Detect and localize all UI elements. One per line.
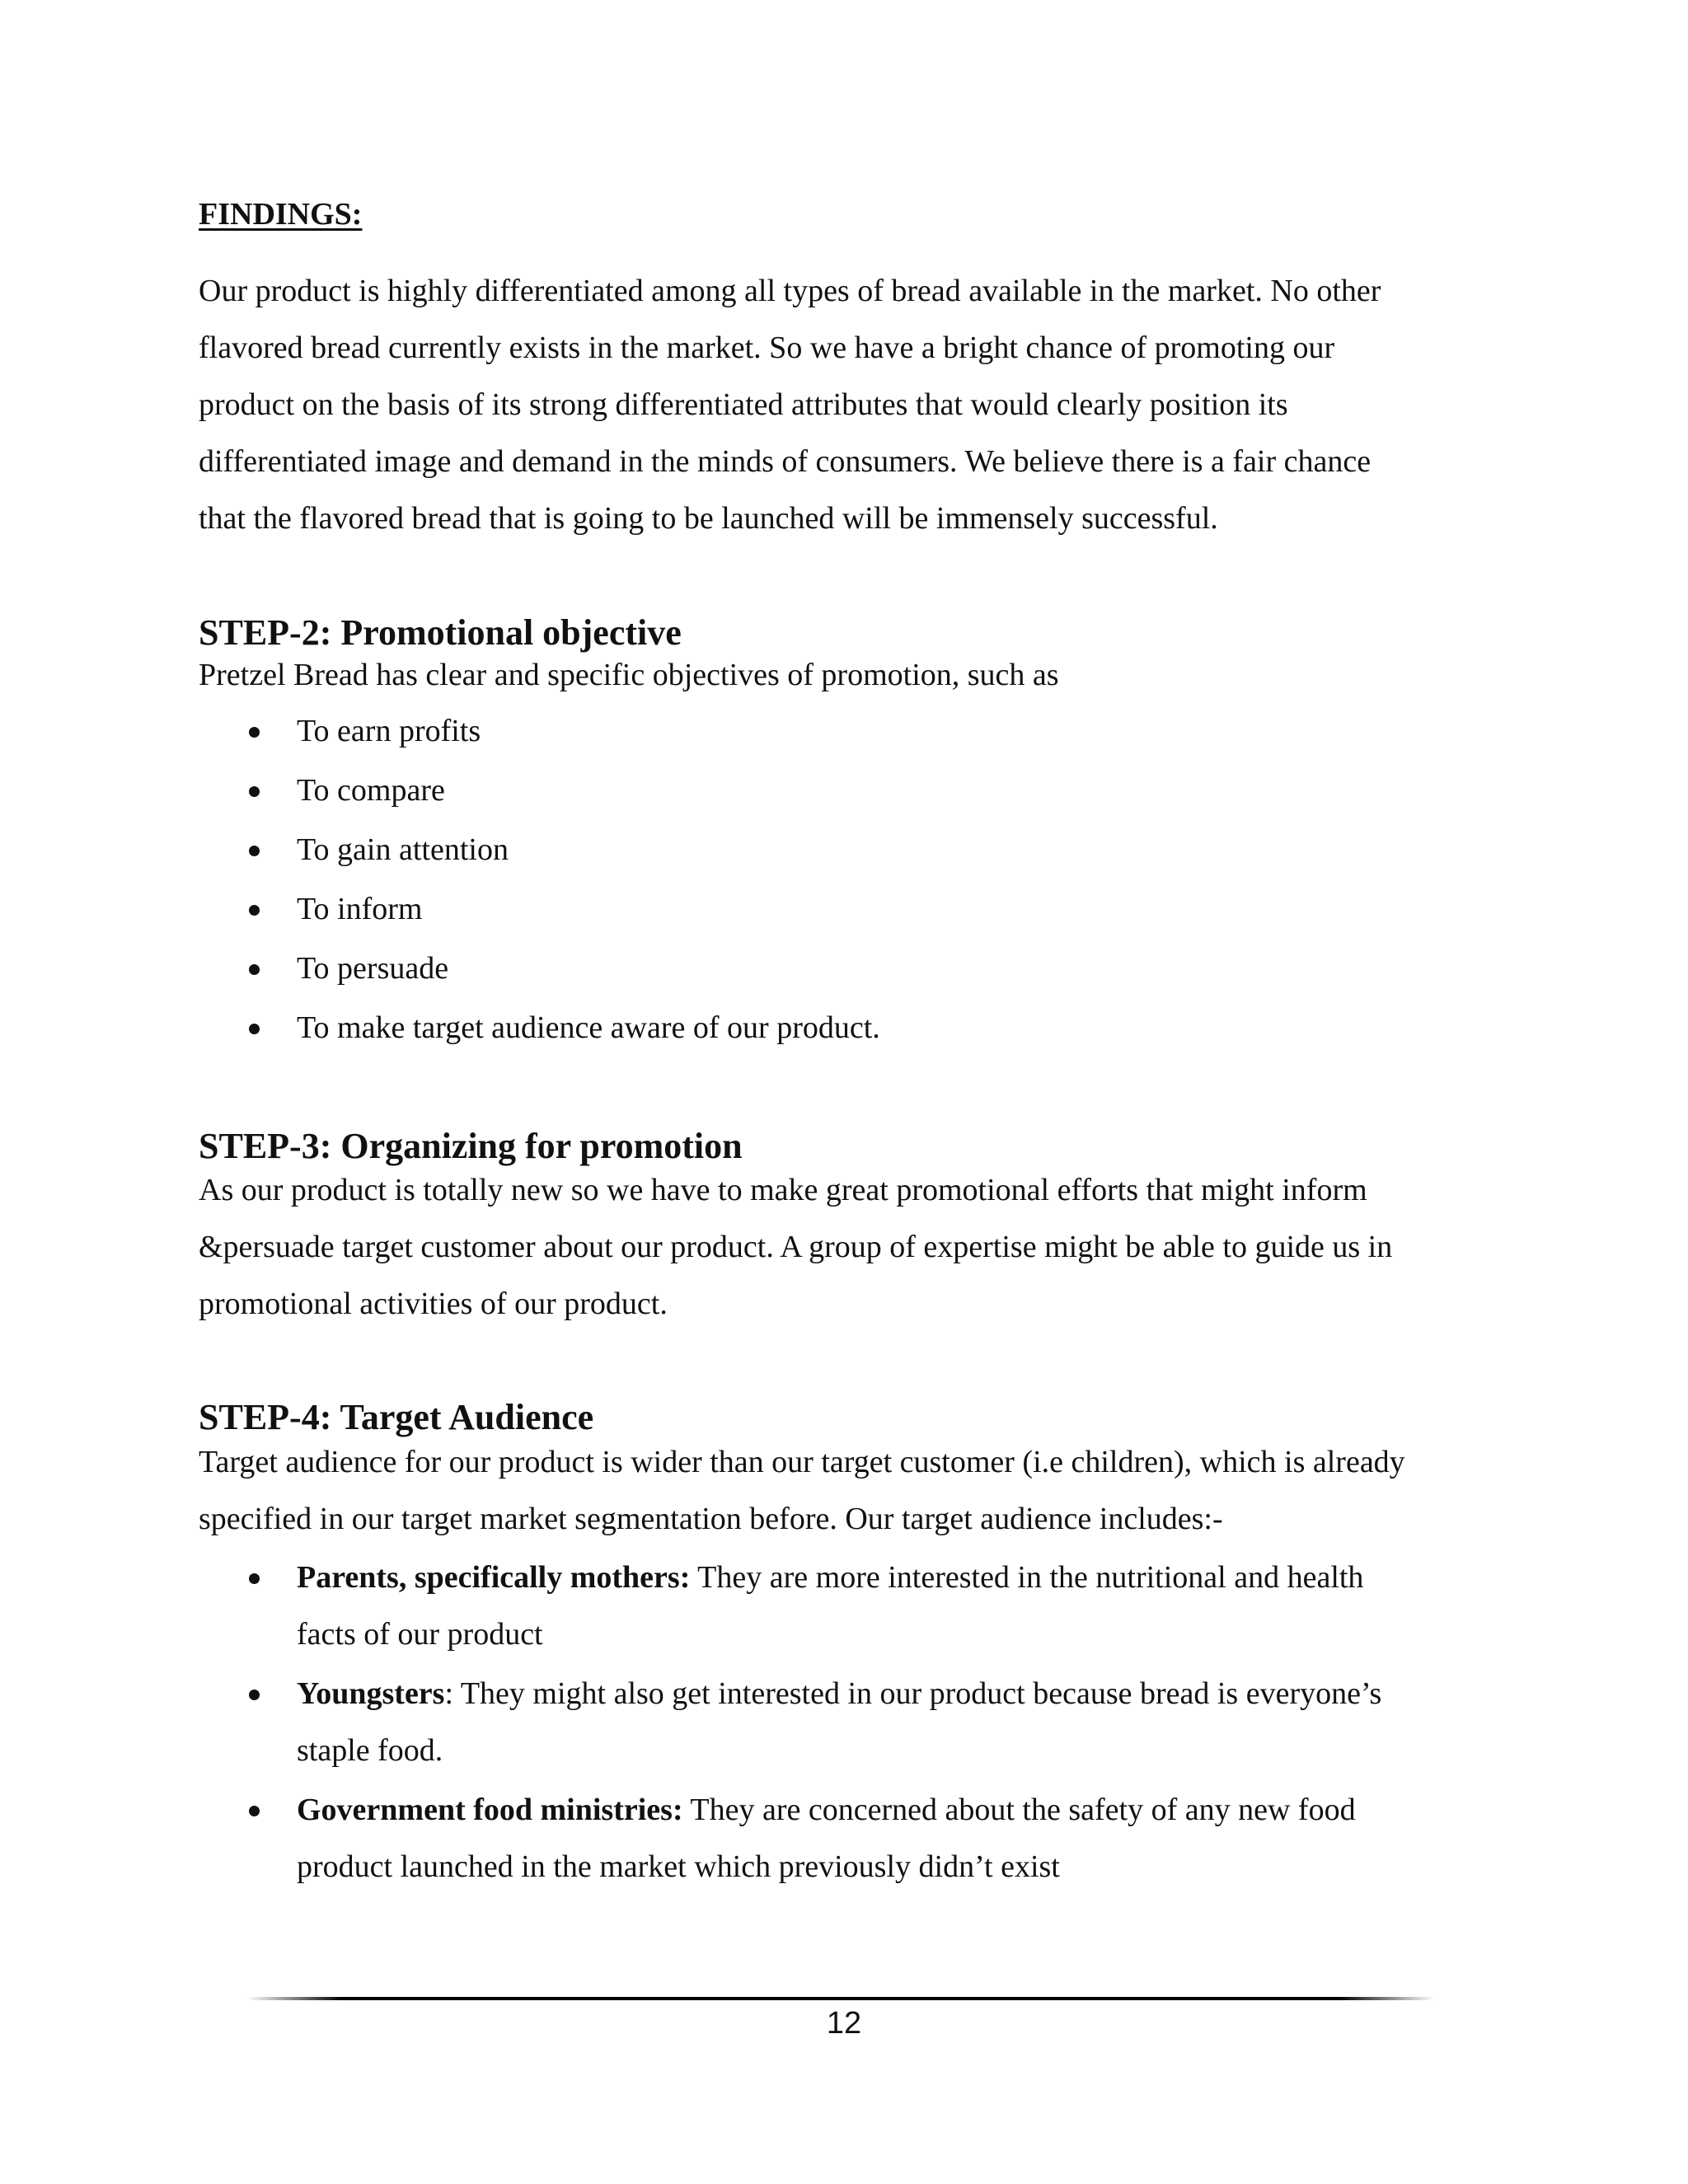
step3-paragraph bbox=[199, 1162, 1501, 1333]
step2-bullet-text: To make target audience aware of our product. bbox=[297, 1010, 880, 1045]
bullet-icon bbox=[249, 786, 260, 797]
step2-intro: Pretzel Bread has clear and specific objectives of promotion, such as bbox=[199, 658, 1059, 692]
bullet-description: : They might also get interested in our product because bread is everyone’s bbox=[444, 1676, 1382, 1711]
step2-bullet-text: To inform bbox=[297, 892, 423, 926]
step2-heading: STEP-2: Promotional objective bbox=[199, 612, 682, 653]
bullet-icon bbox=[249, 1573, 260, 1584]
bullet-icon bbox=[249, 1690, 260, 1700]
bullet-description: staple food. bbox=[297, 1733, 443, 1768]
bullet-label: Parents, specifically mothers: bbox=[297, 1560, 691, 1595]
findings-line: flavored bread currently exists in the market. So we have a bright chance of promoting our bbox=[199, 330, 1335, 365]
findings-heading: FINDINGS: bbox=[199, 197, 363, 232]
step4-bullet-text bbox=[297, 1549, 1363, 1663]
step3-heading: STEP-3: Organizing for promotion bbox=[199, 1126, 743, 1166]
step2-bullet-text: To persuade bbox=[297, 951, 449, 986]
step4-bullet-text bbox=[297, 1666, 1381, 1779]
step4-line: specified in our target market segmentation before. Our target audience includes:- bbox=[199, 1502, 1223, 1536]
findings-line: Our product is highly differentiated among all types of bread available in the market. No other bbox=[199, 274, 1381, 308]
bullet-icon bbox=[249, 1806, 260, 1816]
step3-line: promotional activities of our product. bbox=[199, 1286, 668, 1321]
step4-paragraph bbox=[199, 1434, 1501, 1548]
step2-bullet-text: To compare bbox=[297, 773, 445, 808]
bullet-description: They are concerned about the safety of any new food bbox=[682, 1793, 1356, 1827]
bullet-description: product launched in the market which previously didn’t exist bbox=[297, 1849, 1060, 1884]
step4-line: Target audience for our product is wider than our target customer (i.e children), which is already bbox=[199, 1445, 1405, 1479]
step4-heading: STEP-4: Target Audience bbox=[199, 1397, 594, 1437]
bullet-icon bbox=[249, 846, 260, 856]
findings-line: product on the basis of its strong differentiated attributes that would clearly position its bbox=[199, 387, 1288, 422]
step3-line: &persuade target customer about our product. A group of expertise might be able to guide us in bbox=[199, 1230, 1393, 1264]
bullet-description: facts of our product bbox=[297, 1617, 543, 1652]
findings-line: differentiated image and demand in the minds of consumers. We believe there is a fair chance bbox=[199, 444, 1372, 479]
step4-bullet-text bbox=[297, 1782, 1356, 1896]
bullet-icon bbox=[249, 905, 260, 916]
findings-paragraph bbox=[199, 263, 1501, 547]
bullet-label: Youngsters bbox=[297, 1676, 445, 1711]
bullet-icon bbox=[249, 727, 260, 738]
bullet-description: They are more interested in the nutritional and health bbox=[690, 1560, 1364, 1595]
bullet-icon bbox=[249, 964, 260, 975]
bullet-icon bbox=[249, 1024, 260, 1034]
step2-bullet-text: To gain attention bbox=[297, 832, 509, 867]
footer-divider bbox=[247, 1997, 1434, 2000]
step3-line: As our product is totally new so we have to make great promotional efforts that might inform bbox=[199, 1173, 1367, 1207]
findings-line: that the flavored bread that is going to be launched will be immensely successful. bbox=[199, 501, 1218, 536]
step2-bullet-text: To earn profits bbox=[297, 714, 481, 748]
bullet-label: Government food ministries: bbox=[297, 1793, 683, 1827]
page-number: 12 bbox=[826, 2006, 862, 2041]
